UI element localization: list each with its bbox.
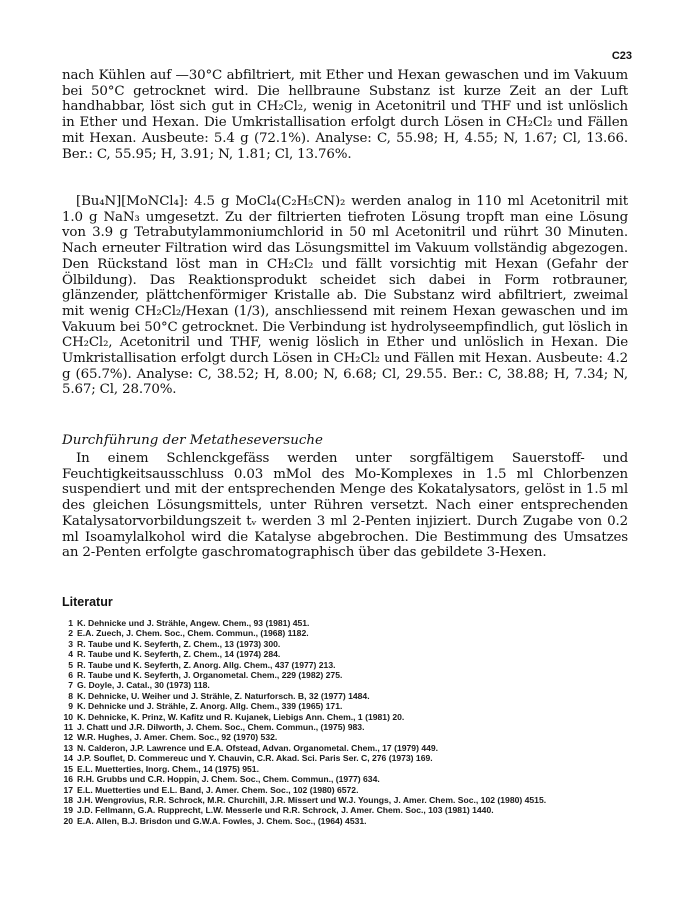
reference-number: 9 bbox=[68, 701, 73, 712]
reference-item bbox=[60, 618, 640, 628]
reference-item bbox=[60, 774, 640, 784]
reference-text: K. Dehnicke, U. Weiher und J. Strähle, Z. Naturforsch. B, 32 (1977) 1484. bbox=[77, 690, 370, 701]
reference-number: 4 bbox=[68, 649, 73, 660]
reference-number: 2 bbox=[68, 628, 73, 639]
paragraph-1: nach Kühlen auf —30°C abfiltriert, mit Ether und Hexan gewaschen und im Vakuum bei 50°C getrocknet wird. Die hellbraune Substanz ist kurze Zeit an der Luft handhabbar, löst sich gut in CH₂Cl₂, wenig in Acetonitril und THF und ist unlöslich in Ether und Hexan. Die Umkristallisation erfolgt durch Lösen in CH₂Cl₂ und Fällen mit Hexan. Ausbeute: 5.4 g (72.1%). Analyse: C, 55.98; H, 4.55; N, 1.67; Cl, 13.66. Ber.: C, 55.95; H, 3.91; N, 1.81; Cl, 13.76%. bbox=[62, 68, 628, 162]
reference-item bbox=[60, 743, 640, 753]
reference-item bbox=[60, 805, 640, 815]
reference-text: R.H. Grubbs und C.R. Hoppin, J. Chem. Soc., Chem. Commun., (1977) 634. bbox=[77, 774, 380, 785]
reference-number: 10 bbox=[63, 711, 73, 722]
reference-number: 12 bbox=[63, 732, 73, 743]
reference-item bbox=[60, 649, 640, 659]
section-heading: Durchführung der Metatheseversuche bbox=[62, 433, 323, 448]
reference-number: 20 bbox=[63, 815, 73, 826]
reference-number: 13 bbox=[63, 742, 73, 753]
reference-number: 7 bbox=[68, 680, 73, 691]
reference-number: 1 bbox=[68, 618, 73, 628]
reference-item bbox=[60, 795, 640, 805]
paragraph-3: In einem Schlenckgefäss werden unter sorgfältigem Sauerstoff- und Feuchtigkeitsausschluss 0.03 mMol des Mo-Komplexes in 1.5 ml Chlorbenzen suspendiert und mit der entsprechenden Menge des Kokatalysators, gelöst in 1.5 ml des gleichen Lösungsmittels, unter Rühren versetzt. Nach einer entsprechenden Katalysatorvorbildungszeit tᵥ werden 3 ml 2-Penten injiziert. Durch Zugabe von 0.2 ml Isoamylalkohol wird die Katalyse abgebrochen. Die Bestimmung des Umsatzes an 2-Penten erfolgte gaschromatographisch über das gebildete 3-Hexen. bbox=[62, 451, 628, 561]
reference-text: J. Chatt und J.R. Dilworth, J. Chem. Soc., Chem. Commun., (1975) 983. bbox=[77, 722, 365, 733]
reference-number: 6 bbox=[68, 670, 73, 681]
reference-text: J.D. Fellmann, G.A. Rupprecht, L.W. Messerle und R.R. Schrock, J. Amer. Chem. Soc., 103 (1981) 1440. bbox=[77, 805, 494, 816]
reference-text: N. Calderon, J.P. Lawrence und E.A. Ofstead, Advan. Organometal. Chem., 17 (1979) 449. bbox=[77, 742, 439, 753]
reference-item bbox=[60, 660, 640, 670]
reference-item bbox=[60, 701, 640, 711]
reference-item bbox=[60, 816, 640, 826]
reference-text: E.A. Zuech, J. Chem. Soc., Chem. Commun., (1968) 1182. bbox=[77, 628, 309, 639]
reference-item bbox=[60, 680, 640, 690]
reference-text: R. Taube und K. Seyferth, Z. Anorg. Allg. Chem., 437 (1977) 213. bbox=[77, 659, 336, 670]
reference-number: 3 bbox=[68, 638, 73, 649]
reference-text: R. Taube und K. Seyferth, Z. Chem., 14 (1974) 284. bbox=[77, 649, 281, 660]
reference-text: W.R. Hughes, J. Amer. Chem. Soc., 92 (1970) 532. bbox=[77, 732, 278, 743]
reference-text: E.L. Muetterties und E.L. Band, J. Amer. Chem. Soc., 102 (1980) 6572. bbox=[77, 784, 359, 795]
reference-item bbox=[60, 670, 640, 680]
reference-number: 17 bbox=[63, 784, 73, 795]
reference-text: K. Dehnicke und J. Strähle, Angew. Chem., 93 (1981) 451. bbox=[77, 618, 310, 628]
reference-text: G. Doyle, J. Catal., 30 (1973) 118. bbox=[77, 680, 210, 691]
reference-item bbox=[60, 628, 640, 638]
reference-item bbox=[60, 732, 640, 742]
reference-text: K. Dehnicke, K. Prinz, W. Kafitz und R. Kujanek, Liebigs Ann. Chem., 1 (1981) 20. bbox=[77, 711, 405, 722]
reference-text: R. Taube und K. Seyferth, J. Organometal. Chem., 229 (1982) 275. bbox=[77, 670, 343, 681]
reference-item bbox=[60, 764, 640, 774]
reference-number: 5 bbox=[68, 659, 73, 670]
reference-number: 11 bbox=[63, 722, 73, 733]
reference-number: 8 bbox=[68, 690, 73, 701]
reference-number: 16 bbox=[63, 774, 73, 785]
reference-number: 18 bbox=[63, 794, 73, 805]
reference-item bbox=[60, 712, 640, 722]
reference-number: 15 bbox=[63, 763, 73, 774]
reference-text: E.L. Muetterties, Inorg. Chem., 14 (1975) 951. bbox=[77, 763, 259, 774]
references-list bbox=[60, 618, 640, 826]
page-label: C23 bbox=[611, 50, 632, 62]
reference-item bbox=[60, 691, 640, 701]
reference-text: J.H. Wengrovius, R.R. Schrock, M.R. Churchill, J.R. Missert und W.J. Youngs, J. Amer. Chem. Soc., 102 (1980) 4515. bbox=[77, 794, 547, 805]
reference-item bbox=[60, 722, 640, 732]
reference-text: E.A. Allen, B.J. Brisdon und G.W.A. Fowles, J. Chem. Soc., (1964) 4531. bbox=[77, 815, 367, 826]
reference-item bbox=[60, 753, 640, 763]
reference-text: J.P. Souflet, D. Commereuc und Y. Chauvin, C.R. Akad. Sci. Paris Ser. C, 276 (1973) 169. bbox=[77, 753, 433, 764]
reference-item bbox=[60, 639, 640, 649]
reference-number: 14 bbox=[63, 753, 73, 764]
references-title: Literatur bbox=[62, 595, 113, 609]
reference-text: K. Dehnicke und J. Strähle, Z. Anorg. Allg. Chem., 339 (1965) 171. bbox=[77, 701, 343, 712]
reference-item bbox=[60, 785, 640, 795]
reference-number: 19 bbox=[63, 805, 73, 816]
paragraph-2: [Bu₄N][MoNCl₄]: 4.5 g MoCl₄(C₂H₅CN)₂ werden analog in 110 ml Acetonitril mit 1.0 g NaN₃ umgesetzt. Zu der filtrierten tiefroten Lösung tropft man eine Lösung von 3.9 g Tetrabutylammoniumchlorid in 50 ml Acetonitril und rührt 30 Minuten. Nach erneuter Filtration wird das Lösungsmittel im Vakuum vollständig abgezogen. Den Rückstand löst man in CH₂Cl₂ und fällt vorsichtig mit Hexan (Gefahr der Ölbildung). Das Reaktionsprodukt scheidet sich dabei in Form rotbrauner, glänzender, plättchenförmiger Kristalle ab. Die Substanz wird abfiltriert, zweimal mit wenig CH₂Cl₂/Hexan (1/3), anschliessend mit reinem Hexan gewaschen und im Vakuum bei 50°C getrocknet. Die Verbindung ist hydrolyseempfindlich, gut löslich in CH₂Cl₂, Acetonitril und THF, wenig löslich in Ether und unlöslich in Hexan. Die Umkristallisation erfolgt durch Lösen in CH₂Cl₂ und Fällen mit Hexan. Ausbeute: 4.2 g (65.7%). Analyse: C, 38.52; H, 8.00; N, 6.68; Cl, 29.55. Ber.: C, 38.88; H, 7.34; N, 5.67; Cl, 28.70%. bbox=[62, 194, 628, 398]
reference-text: R. Taube und K. Seyferth, Z. Chem., 13 (1973) 300. bbox=[77, 638, 281, 649]
